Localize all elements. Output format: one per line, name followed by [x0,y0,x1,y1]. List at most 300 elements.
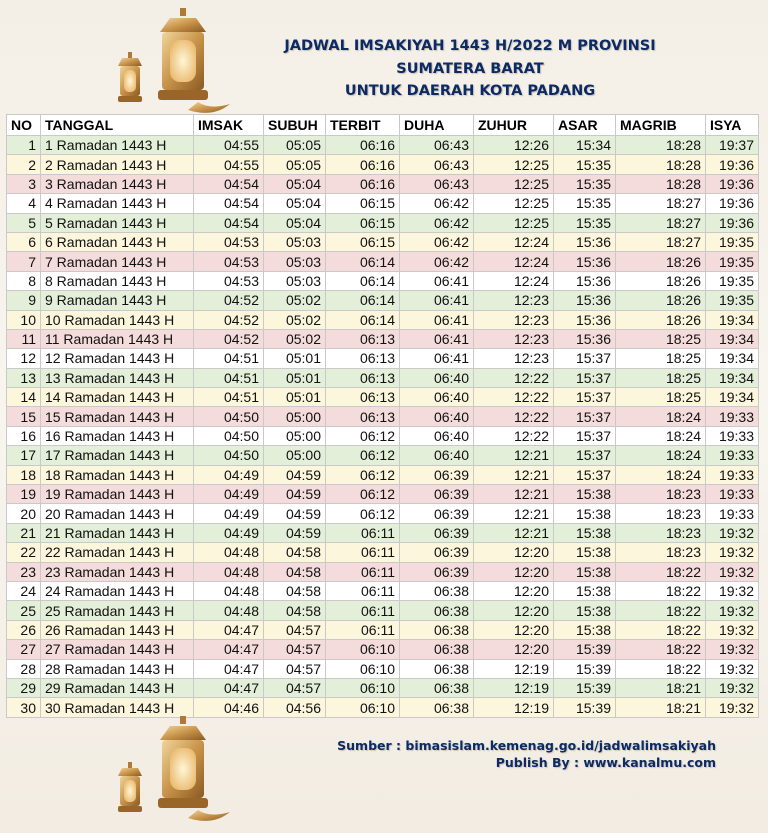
cell-tanggal: 11 Ramadan 1443 H [41,329,194,348]
column-header-no: NO [7,115,41,136]
cell-terbit: 06:11 [326,562,400,581]
cell-asar: 15:39 [554,698,616,717]
cell-magrib: 18:28 [616,155,706,174]
cell-magrib: 18:22 [616,562,706,581]
table-row [7,678,759,697]
table-row [7,485,759,504]
cell-isya: 19:32 [706,601,759,620]
cell-duha: 06:41 [400,329,474,348]
cell-tanggal: 18 Ramadan 1443 H [41,465,194,484]
cell-subuh: 04:58 [264,601,326,620]
cell-zuhur: 12:25 [474,155,554,174]
cell-no: 21 [7,523,41,542]
cell-asar: 15:38 [554,601,616,620]
cell-asar: 15:39 [554,659,616,678]
cell-tanggal: 13 Ramadan 1443 H [41,368,194,387]
table-row [7,426,759,445]
cell-tanggal: 14 Ramadan 1443 H [41,388,194,407]
cell-imsak: 04:47 [194,620,264,639]
cell-duha: 06:42 [400,232,474,251]
cell-duha: 06:38 [400,659,474,678]
table-row [7,174,759,193]
table-row [7,562,759,581]
cell-imsak: 04:50 [194,426,264,445]
cell-terbit: 06:12 [326,446,400,465]
cell-no: 15 [7,407,41,426]
cell-subuh: 04:57 [264,678,326,697]
lantern-icon [118,714,268,824]
cell-imsak: 04:54 [194,174,264,193]
cell-no: 18 [7,465,41,484]
cell-magrib: 18:23 [616,504,706,523]
cell-asar: 15:36 [554,252,616,271]
table-row [7,232,759,251]
table-row [7,581,759,600]
cell-no: 30 [7,698,41,717]
column-header-subuh: SUBUH [264,115,326,136]
cell-isya: 19:34 [706,368,759,387]
header-banner [0,0,768,114]
column-header-magrib: MAGRIB [616,115,706,136]
cell-isya: 19:34 [706,329,759,348]
cell-magrib: 18:27 [616,232,706,251]
cell-magrib: 18:21 [616,678,706,697]
cell-tanggal: 26 Ramadan 1443 H [41,620,194,639]
cell-duha: 06:39 [400,465,474,484]
cell-terbit: 06:10 [326,640,400,659]
cell-isya: 19:34 [706,388,759,407]
table-row [7,349,759,368]
cell-duha: 06:43 [400,155,474,174]
cell-tanggal: 8 Ramadan 1443 H [41,271,194,290]
cell-tanggal: 20 Ramadan 1443 H [41,504,194,523]
cell-magrib: 18:22 [616,620,706,639]
cell-asar: 15:37 [554,426,616,445]
cell-terbit: 06:11 [326,581,400,600]
cell-magrib: 18:21 [616,698,706,717]
cell-imsak: 04:47 [194,640,264,659]
cell-zuhur: 12:22 [474,426,554,445]
cell-terbit: 06:11 [326,601,400,620]
cell-no: 5 [7,213,41,232]
cell-subuh: 05:01 [264,388,326,407]
cell-isya: 19:32 [706,698,759,717]
cell-duha: 06:40 [400,368,474,387]
cell-imsak: 04:50 [194,407,264,426]
cell-isya: 19:32 [706,562,759,581]
cell-subuh: 04:57 [264,620,326,639]
cell-imsak: 04:54 [194,213,264,232]
cell-tanggal: 9 Ramadan 1443 H [41,291,194,310]
cell-subuh: 05:05 [264,136,326,155]
cell-imsak: 04:50 [194,446,264,465]
lantern-icon [118,6,268,114]
cell-isya: 19:33 [706,485,759,504]
cell-magrib: 18:22 [616,581,706,600]
cell-isya: 19:36 [706,194,759,213]
cell-isya: 19:33 [706,446,759,465]
cell-magrib: 18:25 [616,368,706,387]
cell-imsak: 04:49 [194,485,264,504]
cell-no: 10 [7,310,41,329]
cell-subuh: 04:59 [264,504,326,523]
cell-terbit: 06:14 [326,252,400,271]
cell-asar: 15:37 [554,465,616,484]
cell-imsak: 04:49 [194,465,264,484]
cell-tanggal: 25 Ramadan 1443 H [41,601,194,620]
column-header-duha: DUHA [400,115,474,136]
cell-magrib: 18:24 [616,426,706,445]
cell-no: 3 [7,174,41,193]
cell-subuh: 05:01 [264,349,326,368]
cell-no: 29 [7,678,41,697]
cell-zuhur: 12:19 [474,678,554,697]
cell-tanggal: 23 Ramadan 1443 H [41,562,194,581]
title-line-2: SUMATERA BARAT [396,61,544,77]
cell-subuh: 04:56 [264,698,326,717]
cell-asar: 15:37 [554,388,616,407]
cell-zuhur: 12:26 [474,136,554,155]
cell-subuh: 05:01 [264,368,326,387]
table-row [7,504,759,523]
cell-imsak: 04:52 [194,310,264,329]
cell-no: 26 [7,620,41,639]
cell-asar: 15:38 [554,562,616,581]
cell-isya: 19:35 [706,271,759,290]
cell-subuh: 05:02 [264,291,326,310]
cell-terbit: 06:10 [326,659,400,678]
cell-imsak: 04:51 [194,368,264,387]
column-header-asar: ASAR [554,115,616,136]
cell-terbit: 06:16 [326,155,400,174]
cell-subuh: 05:04 [264,174,326,193]
cell-zuhur: 12:20 [474,581,554,600]
cell-subuh: 05:05 [264,155,326,174]
cell-duha: 06:39 [400,523,474,542]
table-row [7,194,759,213]
cell-no: 14 [7,388,41,407]
cell-no: 27 [7,640,41,659]
cell-isya: 19:33 [706,407,759,426]
table-row [7,640,759,659]
cell-asar: 15:36 [554,329,616,348]
cell-subuh: 05:03 [264,232,326,251]
table-row [7,368,759,387]
table-row [7,252,759,271]
cell-tanggal: 28 Ramadan 1443 H [41,659,194,678]
cell-isya: 19:32 [706,581,759,600]
cell-imsak: 04:47 [194,678,264,697]
cell-asar: 15:38 [554,543,616,562]
cell-imsak: 04:49 [194,504,264,523]
cell-no: 6 [7,232,41,251]
cell-zuhur: 12:21 [474,446,554,465]
cell-tanggal: 7 Ramadan 1443 H [41,252,194,271]
cell-imsak: 04:55 [194,155,264,174]
cell-no: 19 [7,485,41,504]
cell-zuhur: 12:25 [474,194,554,213]
cell-asar: 15:38 [554,523,616,542]
cell-zuhur: 12:20 [474,620,554,639]
cell-no: 22 [7,543,41,562]
cell-zuhur: 12:21 [474,465,554,484]
cell-terbit: 06:16 [326,136,400,155]
cell-zuhur: 12:24 [474,271,554,290]
cell-terbit: 06:11 [326,523,400,542]
cell-duha: 06:40 [400,388,474,407]
cell-asar: 15:37 [554,368,616,387]
cell-isya: 19:35 [706,252,759,271]
cell-zuhur: 12:21 [474,504,554,523]
cell-duha: 06:38 [400,620,474,639]
cell-imsak: 04:54 [194,194,264,213]
cell-duha: 06:42 [400,252,474,271]
cell-terbit: 06:15 [326,213,400,232]
cell-no: 16 [7,426,41,445]
cell-isya: 19:32 [706,543,759,562]
cell-subuh: 04:58 [264,543,326,562]
cell-isya: 19:34 [706,349,759,368]
cell-zuhur: 12:23 [474,291,554,310]
cell-subuh: 05:04 [264,194,326,213]
cell-terbit: 06:12 [326,465,400,484]
cell-tanggal: 19 Ramadan 1443 H [41,485,194,504]
cell-magrib: 18:26 [616,291,706,310]
cell-asar: 15:36 [554,232,616,251]
cell-subuh: 04:59 [264,485,326,504]
table-header-row [7,115,759,136]
cell-zuhur: 12:21 [474,523,554,542]
cell-isya: 19:32 [706,659,759,678]
cell-terbit: 06:13 [326,407,400,426]
title-line-1: JADWAL IMSAKIYAH 1443 H/2022 M PROVINSI [284,38,656,54]
cell-zuhur: 12:20 [474,543,554,562]
table-row [7,620,759,639]
cell-zuhur: 12:25 [474,213,554,232]
cell-tanggal: 3 Ramadan 1443 H [41,174,194,193]
cell-no: 7 [7,252,41,271]
cell-tanggal: 21 Ramadan 1443 H [41,523,194,542]
cell-no: 24 [7,581,41,600]
cell-asar: 15:35 [554,174,616,193]
table-row [7,601,759,620]
publisher-credit: Publish By : www.kanalmu.com [495,755,716,770]
cell-tanggal: 10 Ramadan 1443 H [41,310,194,329]
table-row [7,407,759,426]
cell-magrib: 18:23 [616,543,706,562]
cell-subuh: 05:02 [264,310,326,329]
table-row [7,329,759,348]
cell-asar: 15:38 [554,620,616,639]
cell-tanggal: 30 Ramadan 1443 H [41,698,194,717]
column-header-tanggal: TANGGAL [41,115,194,136]
cell-subuh: 05:00 [264,426,326,445]
cell-magrib: 18:24 [616,446,706,465]
table-row [7,136,759,155]
cell-duha: 06:39 [400,504,474,523]
cell-duha: 06:40 [400,426,474,445]
cell-zuhur: 12:22 [474,388,554,407]
cell-duha: 06:38 [400,581,474,600]
cell-duha: 06:38 [400,678,474,697]
cell-magrib: 18:27 [616,194,706,213]
cell-isya: 19:33 [706,426,759,445]
cell-duha: 06:38 [400,601,474,620]
source-credit: Sumber : bimasislam.kemenag.go.id/jadwalimsakiyah [337,738,716,753]
table-row [7,271,759,290]
cell-zuhur: 12:22 [474,407,554,426]
cell-zuhur: 12:25 [474,174,554,193]
cell-zuhur: 12:19 [474,698,554,717]
cell-zuhur: 12:19 [474,659,554,678]
cell-magrib: 18:22 [616,640,706,659]
cell-zuhur: 12:24 [474,232,554,251]
cell-subuh: 04:58 [264,562,326,581]
cell-duha: 06:43 [400,136,474,155]
cell-zuhur: 12:23 [474,310,554,329]
cell-tanggal: 17 Ramadan 1443 H [41,446,194,465]
cell-imsak: 04:53 [194,232,264,251]
cell-terbit: 06:13 [326,349,400,368]
cell-magrib: 18:26 [616,310,706,329]
cell-terbit: 06:12 [326,504,400,523]
cell-subuh: 04:57 [264,659,326,678]
cell-no: 17 [7,446,41,465]
cell-tanggal: 4 Ramadan 1443 H [41,194,194,213]
cell-duha: 06:42 [400,213,474,232]
cell-tanggal: 15 Ramadan 1443 H [41,407,194,426]
cell-zuhur: 12:20 [474,601,554,620]
cell-terbit: 06:16 [326,174,400,193]
cell-isya: 19:33 [706,465,759,484]
cell-tanggal: 16 Ramadan 1443 H [41,426,194,445]
column-header-terbit: TERBIT [326,115,400,136]
cell-isya: 19:36 [706,155,759,174]
cell-terbit: 06:11 [326,620,400,639]
column-header-zuhur: ZUHUR [474,115,554,136]
cell-isya: 19:32 [706,620,759,639]
cell-no: 12 [7,349,41,368]
cell-magrib: 18:22 [616,659,706,678]
cell-tanggal: 29 Ramadan 1443 H [41,678,194,697]
cell-duha: 06:41 [400,271,474,290]
cell-no: 8 [7,271,41,290]
cell-tanggal: 2 Ramadan 1443 H [41,155,194,174]
cell-subuh: 04:59 [264,523,326,542]
cell-no: 23 [7,562,41,581]
cell-magrib: 18:26 [616,271,706,290]
cell-magrib: 18:22 [616,601,706,620]
cell-isya: 19:32 [706,640,759,659]
cell-magrib: 18:28 [616,174,706,193]
cell-isya: 19:37 [706,136,759,155]
cell-asar: 15:36 [554,291,616,310]
cell-imsak: 04:48 [194,562,264,581]
cell-tanggal: 6 Ramadan 1443 H [41,232,194,251]
schedule-table [6,114,759,718]
cell-tanggal: 22 Ramadan 1443 H [41,543,194,562]
cell-magrib: 18:26 [616,252,706,271]
cell-imsak: 04:48 [194,601,264,620]
table-row [7,659,759,678]
cell-terbit: 06:15 [326,232,400,251]
cell-no: 1 [7,136,41,155]
cell-terbit: 06:14 [326,291,400,310]
footer-banner [0,712,768,833]
column-header-imsak: IMSAK [194,115,264,136]
cell-subuh: 05:02 [264,329,326,348]
cell-terbit: 06:10 [326,698,400,717]
cell-zuhur: 12:23 [474,349,554,368]
cell-imsak: 04:49 [194,523,264,542]
cell-tanggal: 12 Ramadan 1443 H [41,349,194,368]
cell-duha: 06:41 [400,310,474,329]
cell-isya: 19:36 [706,213,759,232]
cell-imsak: 04:48 [194,543,264,562]
cell-duha: 06:43 [400,174,474,193]
cell-subuh: 05:04 [264,213,326,232]
cell-zuhur: 12:20 [474,562,554,581]
cell-subuh: 05:00 [264,446,326,465]
cell-no: 11 [7,329,41,348]
cell-imsak: 04:47 [194,659,264,678]
cell-imsak: 04:53 [194,271,264,290]
cell-imsak: 04:51 [194,388,264,407]
cell-terbit: 06:12 [326,426,400,445]
cell-imsak: 04:55 [194,136,264,155]
cell-imsak: 04:52 [194,291,264,310]
table-row [7,213,759,232]
table-row [7,523,759,542]
cell-no: 2 [7,155,41,174]
cell-no: 20 [7,504,41,523]
cell-asar: 15:38 [554,581,616,600]
cell-no: 28 [7,659,41,678]
table-row [7,465,759,484]
cell-imsak: 04:48 [194,581,264,600]
cell-isya: 19:36 [706,174,759,193]
cell-isya: 19:34 [706,310,759,329]
cell-zuhur: 12:22 [474,368,554,387]
cell-asar: 15:39 [554,678,616,697]
title-line-3: UNTUK DAERAH KOTA PADANG [344,83,596,99]
cell-duha: 06:42 [400,194,474,213]
cell-magrib: 18:24 [616,465,706,484]
cell-asar: 15:36 [554,310,616,329]
cell-no: 25 [7,601,41,620]
cell-no: 4 [7,194,41,213]
cell-magrib: 18:25 [616,388,706,407]
cell-subuh: 05:00 [264,407,326,426]
cell-isya: 19:35 [706,232,759,251]
cell-imsak: 04:46 [194,698,264,717]
cell-duha: 06:39 [400,562,474,581]
cell-asar: 15:37 [554,407,616,426]
cell-subuh: 05:03 [264,252,326,271]
table-row [7,310,759,329]
cell-subuh: 04:57 [264,640,326,659]
cell-asar: 15:34 [554,136,616,155]
cell-asar: 15:35 [554,194,616,213]
cell-tanggal: 24 Ramadan 1443 H [41,581,194,600]
cell-imsak: 04:51 [194,349,264,368]
cell-duha: 06:38 [400,640,474,659]
cell-asar: 15:39 [554,640,616,659]
column-header-isya: ISYA [706,115,759,136]
cell-duha: 06:38 [400,698,474,717]
cell-isya: 19:35 [706,291,759,310]
cell-terbit: 06:14 [326,310,400,329]
